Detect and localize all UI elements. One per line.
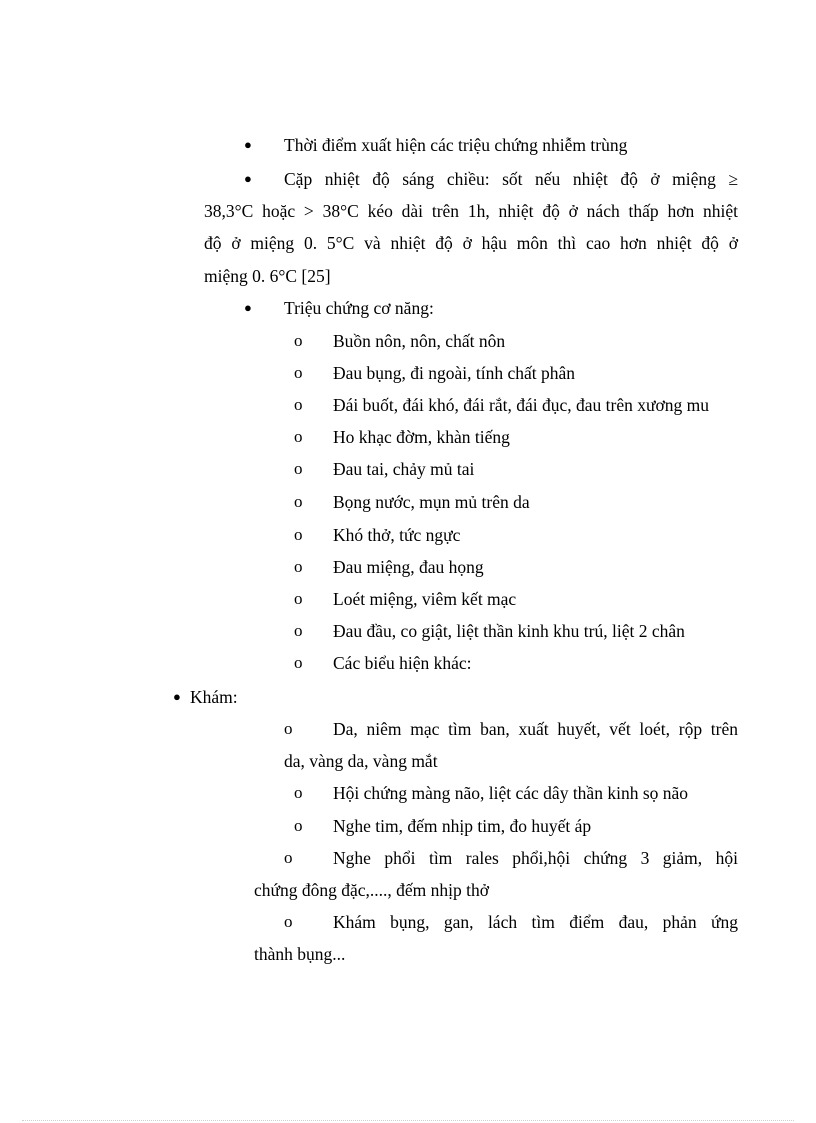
sub-bullet: o (294, 557, 303, 576)
symptom-item: Loét miệng, viêm kết mạc (333, 589, 517, 609)
exam-skin-line-1: Da, niêm mạc tìm ban, xuất huyết, vết loét, rộp trên (333, 719, 738, 739)
sub-bullet: o (294, 363, 303, 382)
symptom-item: Đái buốt, đái khó, đái rắt, đái đục, đau trên xương mu (333, 395, 709, 415)
symptom-item: Khó thở, tức ngực (333, 525, 461, 545)
temp-line-1: Cặp nhiệt độ sáng chiều: sốt nếu nhiệt độ ở miệng ≥ (284, 169, 738, 189)
sub-bullet: o (294, 653, 303, 672)
sub-bullet: o (294, 525, 303, 544)
page-bottom-rule (22, 1120, 794, 1121)
exam-meningeal: Hội chứng màng não, liệt các dây thần kinh sọ não (333, 783, 689, 803)
symptom-item: Ho khạc đờm, khàn tiếng (333, 427, 510, 447)
temp-line-4: miệng 0. 6°C [25] (204, 266, 331, 286)
exam-skin-line-2: da, vàng da, vàng mắt (284, 751, 438, 771)
exam-abdomen-line-1: Khám bụng, gan, lách tìm điểm đau, phản ứng (333, 912, 738, 932)
sub-bullet: o (294, 492, 303, 511)
exam-lung-line-2: chứng đông đặc,...., đếm nhịp thở (254, 880, 490, 900)
onset-text: Thời điểm xuất hiện các triệu chứng nhiễm trùng (284, 135, 628, 155)
bullet-dot: ● (244, 171, 252, 186)
sub-bullet: o (294, 816, 303, 835)
symptom-item: Đau bụng, đi ngoài, tính chất phân (333, 363, 576, 383)
exam-heading: Khám: (190, 687, 238, 707)
symptom-item: Đau miệng, đau họng (333, 557, 484, 577)
symptom-item: Buồn nôn, nôn, chất nôn (333, 331, 506, 351)
exam-abdomen-line-2: thành bụng... (254, 944, 346, 964)
sub-bullet: o (294, 589, 303, 608)
bullet-dot: ● (244, 137, 252, 152)
symptom-item: Bọng nước, mụn mủ trên da (333, 492, 530, 512)
symptom-item: Đau đầu, co giật, liệt thần kinh khu trú, liệt 2 chân (333, 621, 685, 641)
exam-heart: Nghe tim, đếm nhịp tim, đo huyết áp (333, 816, 592, 836)
exam-lung-line-1: Nghe phổi tìm rales phổi,hội chứng 3 giảm, hội (333, 848, 738, 868)
symptoms-heading: Triệu chứng cơ năng: (284, 298, 434, 318)
sub-bullet: o (294, 331, 303, 350)
sub-bullet: o (294, 427, 303, 446)
sub-bullet: o (294, 621, 303, 640)
temp-line-2: 38,3°C hoặc > 38°C kéo dài trên 1h, nhiệt độ ở nách thấp hơn nhiệt (204, 201, 738, 221)
sub-bullet: o (284, 912, 293, 931)
bullet-dot: ● (244, 300, 252, 315)
sub-bullet: o (294, 459, 303, 478)
sub-bullet: o (284, 719, 293, 738)
sub-bullet: o (294, 395, 303, 414)
symptom-item: Các biểu hiện khác: (333, 653, 472, 673)
symptom-item: Đau tai, chảy mủ tai (333, 459, 475, 479)
temp-line-3: độ ở miệng 0. 5°C và nhiệt độ ở hậu môn thì cao hơn nhiệt độ ở (204, 233, 738, 253)
sub-bullet: o (294, 783, 303, 802)
bullet-dot: ● (173, 689, 181, 704)
sub-bullet: o (284, 848, 293, 867)
